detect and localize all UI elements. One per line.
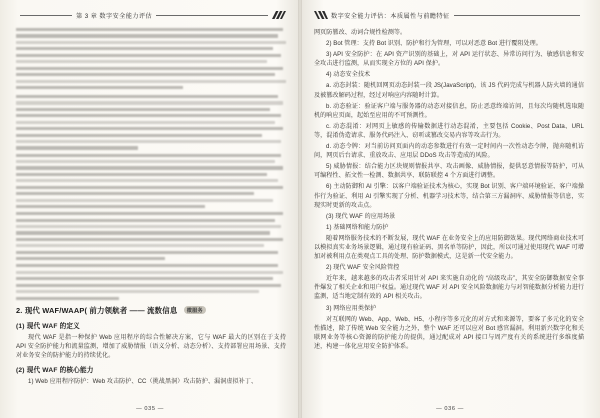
paragraph-r11: 1) 基础网络和能力防护 bbox=[326, 223, 389, 231]
left-page-header bbox=[16, 8, 286, 22]
right-page bbox=[300, 0, 600, 418]
paragraph-r1: 2) Bot 管理：支持 Bot 识别、防护和行为管理，可以对恶意 Bot 进行覆阻处理。 bbox=[326, 40, 542, 48]
paragraph-r16: 对互联网的 Web、App、Web、H5、小程序等多元化的对方式和来源等，要客了多元化的安全性描述，除了传统 Web 安全能力之外，整个 WAF 还可以应对 Bot 感官漏洞。利用新兴数字化和关联网业务等核心资源的防护能力的提供，通过配成对 API 接口与周产度有关的系统进行多维度描述，构建一体化应用安全防护体系。 bbox=[314, 315, 584, 350]
subheading-waf-core-capability: (2) 现代 WAF 的核心能力 bbox=[16, 366, 94, 374]
paragraph-r0: 网页防篡改、动词合规性检测等。 bbox=[314, 29, 407, 36]
paragraph-r14: 近年来，越来越多的攻击者采用针对 API 来实施自动化的 “高级攻击”，其安全防御数据安全事件爆发了相关企业和用户权益。通过现代 WAF 对 API 安全风险数据能力与对智能数据分析能力进行监测，适当地定制有效的 API 相关攻击。 bbox=[314, 275, 585, 301]
paragraph-r5: b. 动态验证：验证客户端与服务器的动态对接信息，防止恶意终端访问，且每次均随机选取随机的响应页面，起始至应用的不可预测性。 bbox=[314, 102, 584, 119]
paragraph-waf-core-capability: 1) Web 应用程序防护：Web 攻击防护、CC（挑战黑洞）攻击防护、漏洞虚拟补丁、 bbox=[28, 377, 258, 385]
paragraph-r10: (3) 现代 WAF 的应用场景 bbox=[326, 212, 396, 220]
right-page-header bbox=[314, 8, 584, 22]
double-chevron-mark-icon bbox=[272, 11, 286, 20]
right-page-folio: — 036 — bbox=[436, 406, 464, 412]
left-body-block-4 bbox=[16, 264, 286, 299]
paragraph-r7: d. 动态令牌：对当前访问页面内的动态参数进行有效一定时间内一次性动态令牌，抛弃随机访问，网页后台请求、重放攻击、应用层 DDoS 攻击等造成的风险。 bbox=[314, 143, 584, 160]
left-body-block-2 bbox=[16, 154, 286, 209]
paragraph-r8: 5) 威胁情报：结合能力区块规则情报共享、攻击画像、威胁情报，提供恶意情报等防护，可从可编程性、拓文性一检测、数据共享、联防联控 4 个方面进行调整。 bbox=[314, 163, 584, 180]
paragraph-r12: 随着网络服务技术的不断发展，现代 WAF 在业务安全上的应用防御效果。现代网络商业技术可以模拟真实业务场景逻辑，通过现有验证码、黑名单等防护，因此，所以可通过使用现代 WAF 可增加对被利用点在类观点工具的处理、防护数据模式，这是新一代安全能力。 bbox=[314, 234, 584, 261]
left-page-folio: — 035 — bbox=[136, 406, 164, 412]
header-rule-left bbox=[20, 15, 72, 16]
section-heading-badge: 微服务 bbox=[184, 306, 206, 314]
header-rule-right-page bbox=[454, 15, 580, 16]
left-body-block-3 bbox=[16, 212, 286, 260]
section-heading-text: 2. 现代 WAF/WAAP( 前力领航者 —— 流数信息 bbox=[16, 305, 178, 315]
paragraph-r2: 3) API 安全防护：在 API 资产识别的基础上，对 API 运行状态、异常访问行为、敏感信息和安全攻击进行监测，从而实现全方位的 API 保护。 bbox=[314, 51, 584, 68]
paragraph-r3: 4) 动态安全技术 bbox=[326, 71, 371, 79]
left-header-chapter-label: 第 3 章 数字安全能力评估 bbox=[76, 12, 153, 20]
paragraph-waf-definition: 现代 WAF 是指一种保护 Web 应用程序的综合性解决方案，它与 WAF 最大的区别在于支持 API 安全防护能力和流量监测，增加了威胁情报（语义分析、动态分析）、支持部署应用场景、支持对业务安全的防护能力的持续优化。 bbox=[16, 333, 286, 359]
left-body-block-1 bbox=[16, 28, 286, 150]
paragraph-r4: a. 动态封装：随机回网页动态封装一段 JS(JavaScript)，该 JS 代码完成与机器人防火墙的通信及被篡改解码过程，经过对响应内容随时计算。 bbox=[314, 82, 584, 99]
paragraph-r9: 6) 主动防御和 AI 引擎：以客户端验证技术为核心，实现 Bot 识别、客户端环境验证、客户端操作行为验证、利用 AI 引擎实现了分析、机器学习技术等，结合第三方漏洞库、威胁情报等信息，实现实时更新的攻击点。 bbox=[314, 183, 584, 209]
right-header-chapter-label: 数字安全能力评估：本质属性与前瞻特征 bbox=[331, 12, 450, 20]
paragraph-r15: 3) 网络应用类保护 bbox=[326, 304, 377, 312]
paragraph-r6: c. 动态混淆：对网页上敏感的传输数据进行动态混淆，主要包括 Cookie、Post Data、URL 等，混淆伪造请求、服务代码注入、窃听或篡改交易内容等攻击行为。 bbox=[314, 122, 584, 139]
book-gutter bbox=[298, 0, 302, 418]
section-heading-modern-waf bbox=[16, 305, 286, 316]
subheading-waf-definition: (1) 现代 WAF 的定义 bbox=[16, 322, 80, 330]
paragraph-r13: 2) 现代 WAF 安全风险管控 bbox=[326, 264, 400, 272]
double-chevron-mark-icon-right bbox=[314, 11, 328, 20]
header-rule-right bbox=[156, 15, 268, 16]
